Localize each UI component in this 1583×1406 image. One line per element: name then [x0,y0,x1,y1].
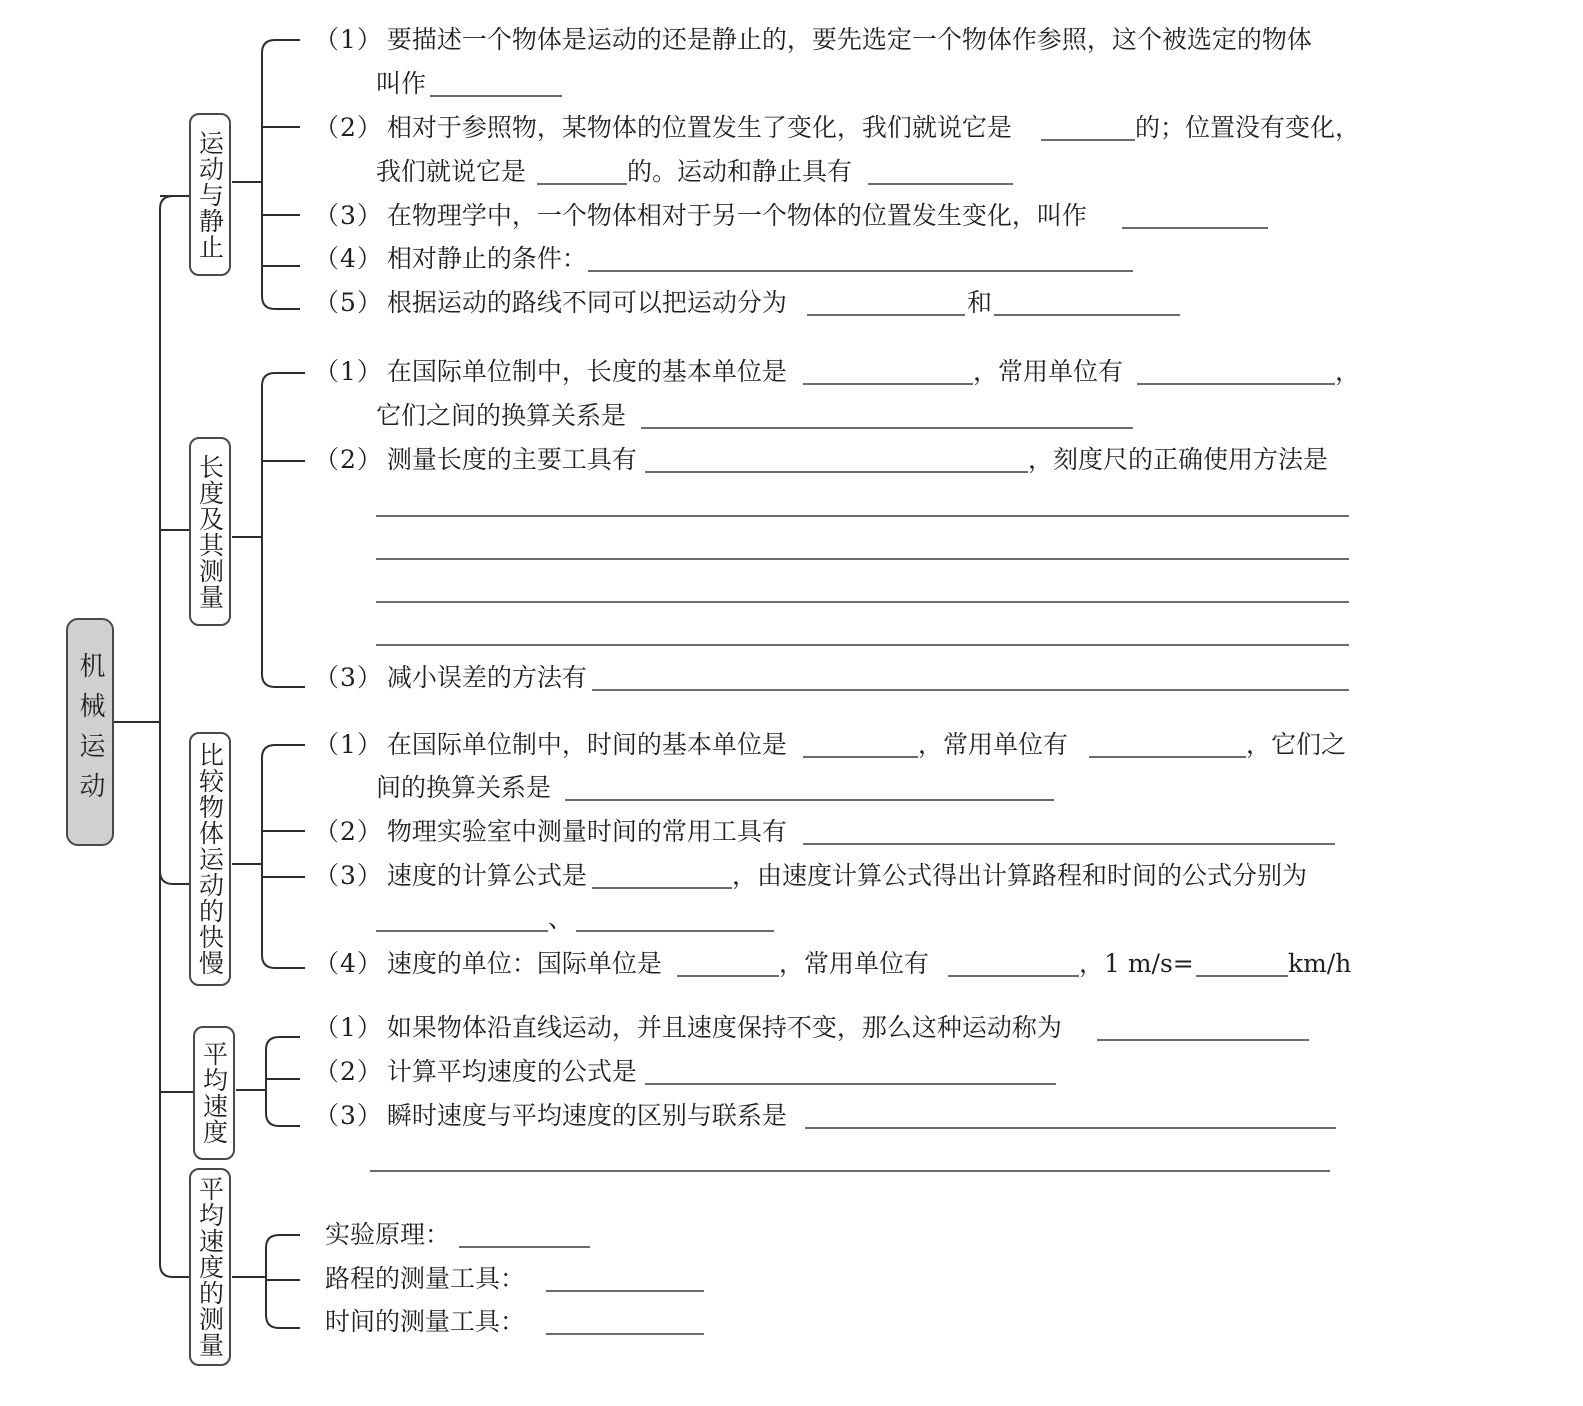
item-text: 实验原理： [325,1220,451,1249]
category-label: 平均速度的测量 [195,1176,225,1358]
item-3-4-conversion [1079,948,1194,980]
item-number: （1） [314,1013,383,1042]
item-text: 叫作 [376,69,427,98]
item-text: 路程的测量工具： [325,1264,526,1293]
item-text: 测量长度的主要工具有 [386,445,637,474]
item-text: 和 [967,288,993,317]
item-5-1 [325,1219,450,1251]
item-1-4 [314,243,587,275]
item-1-5-and [967,287,992,319]
item-number: （3） [314,861,383,890]
item-1-2-line1 [314,112,1012,144]
item-number: （4） [314,949,383,978]
item-text: 在国际单位制中，时间的基本单位是 [386,730,787,759]
item-4-3 [314,1100,787,1132]
bracket-cat5 [232,1235,300,1328]
item-text: 间的换算关系是 [376,773,552,802]
item-number: （2） [314,113,383,142]
item-number: （2） [314,445,383,474]
item-text: ，由速度计算公式得出计算路程和时间的公式分别为 [732,861,1308,890]
bracket-cat2 [232,373,305,687]
item-text: 瞬时速度与平均速度的区别与联系是 [386,1101,787,1130]
item-text: ，它们之 [1246,730,1347,759]
item-text: ，常用单位有 [779,949,930,978]
item-number: （2） [314,1057,383,1086]
category-label: 平均速度 [199,1041,229,1145]
item-text: 根据运动的路线不同可以把运动分为 [386,288,787,317]
bracket-cat3 [232,745,305,968]
item-text: 它们之间的换算关系是 [376,401,627,430]
bracket-cat1 [232,40,300,309]
category-box-length [189,437,231,626]
item-text: 物理实验室中测量时间的常用工具有 [386,817,787,846]
item-1-5 [314,287,787,319]
item-text: 在物理学中，一个物体相对于另一个物体的位置发生变化，叫作 [386,201,1087,230]
item-number: （3） [314,201,383,230]
item-1-2-line2 [376,156,526,188]
item-1-1-line1 [314,24,1312,56]
item-3-1-line1-tail [1246,729,1346,761]
category-box-motion-rest [189,113,231,276]
item-4-1 [314,1012,1062,1044]
item-text: 相对静止的条件： [386,244,587,273]
item-text: 计算平均速度的公式是 [386,1057,637,1086]
category-box-average-speed [193,1026,235,1160]
item-number: （2） [314,817,383,846]
item-1-2-line1-tail [1135,112,1360,144]
item-3-2 [314,816,787,848]
item-number: （3） [314,663,383,692]
item-text: 减小误差的方法有 [386,663,587,692]
item-2-1-line1-mid [973,356,1123,388]
item-3-4 [314,948,662,980]
root-label: 机械运动 [75,652,105,812]
item-text: 、 [548,904,574,933]
category-label: 运动与静止 [195,129,225,260]
item-2-1-line1 [314,356,787,388]
item-text: 如果物体沿直线运动，并且速度保持不变，那么这种运动称为 [386,1013,1062,1042]
item-5-3 [325,1306,525,1338]
item-number: （1） [314,730,383,759]
item-text: ，常用单位有 [918,730,1069,759]
category-box-average-speed-measure [189,1168,231,1366]
item-text: ，1 m/s= [1079,949,1194,978]
category-label: 长度及其测量 [195,453,225,610]
bracket-cat4 [236,1037,300,1126]
branch-cat3 [160,871,190,884]
root-node [66,618,114,846]
item-4-2 [314,1056,637,1088]
item-3-3-tail [732,860,1307,892]
item-text: ， [1335,357,1361,386]
item-text: 速度的单位：国际单位是 [386,949,662,978]
category-box-speed [189,732,231,986]
trunk-vertical [160,196,173,1277]
answer-blanks [370,96,1352,1334]
item-1-2-line2-tail [627,156,852,188]
item-1-3 [314,200,1087,232]
item-2-2 [314,444,637,476]
item-2-1-line1-tail [1335,356,1360,388]
item-text: 要描述一个物体是运动的还是静止的，要先选定一个物体作参照，这个被选定的物体 [386,25,1312,54]
item-text: 相对于参照物，某物体的位置发生了变化，我们就说它是 [386,113,1012,142]
item-text: ，常用单位有 [973,357,1124,386]
item-text: ，刻度尺的正确使用方法是 [1028,445,1329,474]
item-3-4-unit [1288,948,1351,980]
item-2-3 [314,662,587,694]
item-2-1-line2 [376,400,626,432]
item-text: 的；位置没有变化， [1135,113,1361,142]
item-number: （5） [314,288,383,317]
item-text: 的。运动和静止具有 [627,157,853,186]
item-3-1-line1 [314,729,787,761]
item-number: （1） [314,357,383,386]
item-number: （3） [314,1101,383,1130]
item-5-2 [325,1263,525,1295]
item-number: （1） [314,25,383,54]
item-3-1-line1-mid [918,729,1068,761]
item-2-2-tail [1028,444,1328,476]
item-3-3-separator [548,903,573,935]
item-text: 时间的测量工具： [325,1307,526,1336]
category-label: 比较物体运动的快慢 [195,742,225,976]
item-number: （4） [314,244,383,273]
item-1-1-line2 [376,68,426,100]
item-3-1-line2 [376,772,551,804]
item-text: 在国际单位制中，长度的基本单位是 [386,357,787,386]
item-text: 速度的计算公式是 [386,861,587,890]
item-3-3 [314,860,587,892]
item-text: km/h [1288,949,1352,978]
item-text: 我们就说它是 [376,157,527,186]
item-3-4-mid [779,948,929,980]
